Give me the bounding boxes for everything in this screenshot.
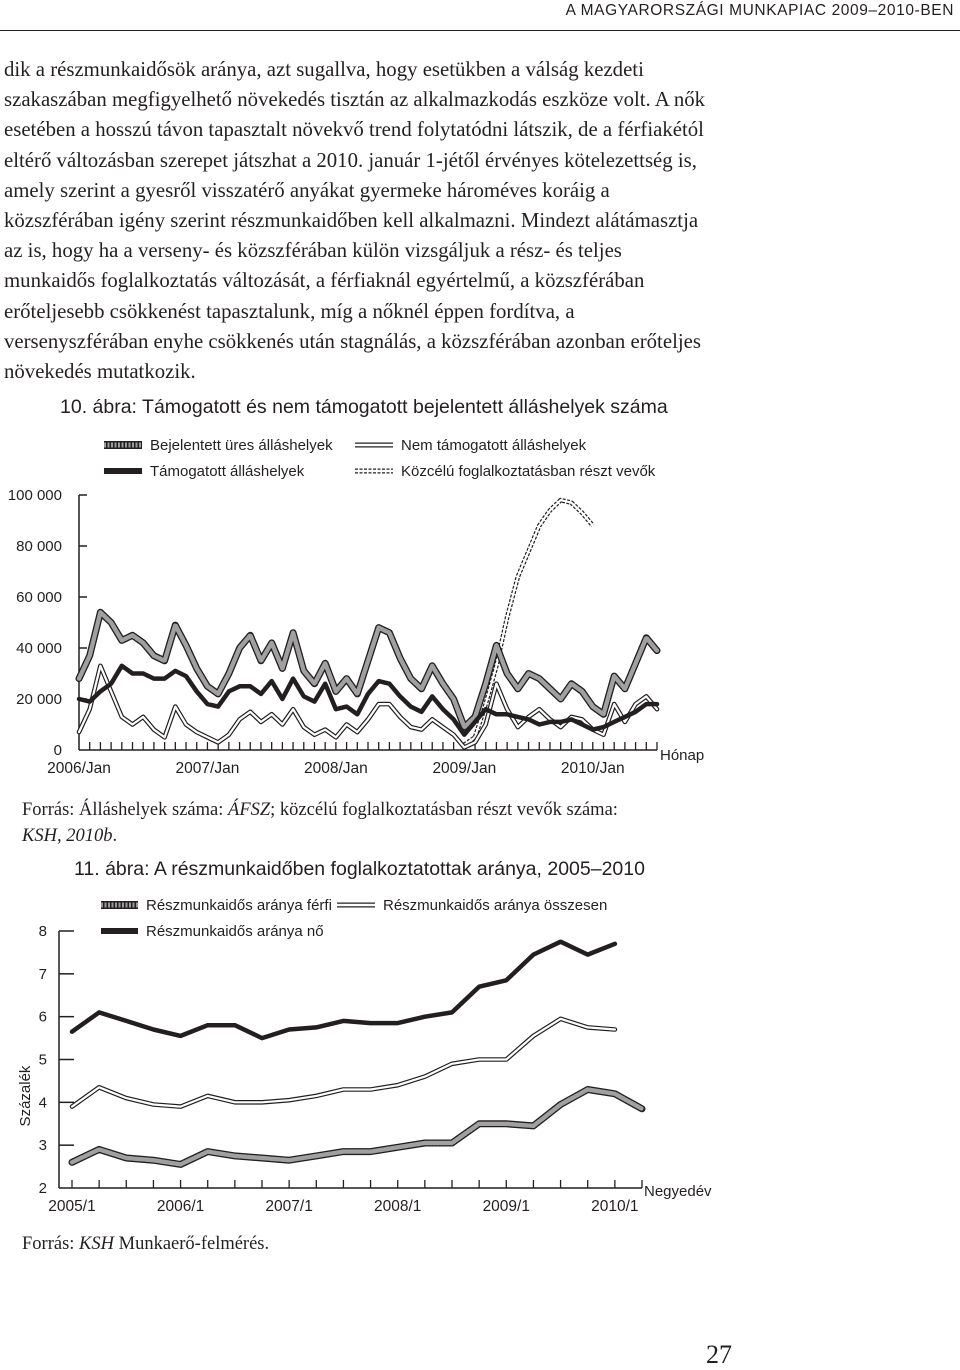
legend-label: Részmunkaidős aránya összesen <box>383 897 608 914</box>
legend-item-bejelentett <box>104 437 333 454</box>
figure-11-axes <box>39 923 642 1215</box>
series-line-outline <box>72 1019 615 1107</box>
x-tick-label: 2008/Jan <box>303 760 368 777</box>
series-line <box>79 666 657 735</box>
y-axis-label: Százalék <box>17 1065 34 1127</box>
legend-label: Részmunkaidős aránya nő <box>146 923 324 940</box>
legend-item-tamogatott <box>104 463 305 480</box>
figure-10-series <box>79 500 657 747</box>
y-tick-label: 8 <box>38 923 47 940</box>
y-tick-label: 6 <box>38 1008 47 1026</box>
y-tick-label: 100 000 <box>7 487 62 504</box>
y-tick-label: 2 <box>38 1180 47 1197</box>
y-tick-label: 5 <box>38 1051 47 1069</box>
y-tick-label: 80 000 <box>16 538 62 555</box>
y-tick-label: 4 <box>38 1094 47 1112</box>
x-tick-label: 2010/1 <box>591 1198 639 1215</box>
header-rule <box>0 30 960 31</box>
x-axis-label: Negyedév <box>644 1183 712 1200</box>
series-line-inner <box>464 500 593 745</box>
y-tick-label: 3 <box>38 1137 47 1155</box>
source-prefix: Forrás: <box>22 1234 80 1254</box>
series-fig10-1 <box>79 666 657 735</box>
series-fig11-0 <box>72 1090 642 1165</box>
running-header: A MAGYARORSZÁGI MUNKAPIAC 2009–2010-BEN <box>565 2 954 19</box>
legend-label: Támogatott álláshelyek <box>150 463 305 480</box>
series-line-hatch <box>72 1090 642 1165</box>
y-tick-label: 60 000 <box>16 589 62 606</box>
source-mid: ; közcélú foglalkoztatásban részt vevők száma: <box>270 800 618 820</box>
page-number: 27 <box>706 1340 732 1369</box>
body-text <box>4 55 716 387</box>
legend-item-no <box>101 923 324 940</box>
source-end: Munkaerő-felmérés. <box>114 1234 270 1254</box>
series-line-outline <box>79 612 657 727</box>
x-tick-label: 2005/1 <box>48 1198 96 1215</box>
figure-10-chart <box>0 425 720 785</box>
source-end: . <box>112 826 118 846</box>
x-tick-label: 2010/Jan <box>560 760 625 777</box>
source-afsz: ÁFSZ <box>228 800 271 820</box>
figure-11-series <box>72 942 642 1165</box>
body-paragraph: dik a részmunkaidősök aránya, azt sugallva, hogy esetükben a válság kezdeti szakaszában megfigyelhető növekedés tisztán az alkalmazkodás eszköze volt. A nők esetében a hosszú távon tapasztalt növekvő trend folytatódni látszik, de a férfiakétól eltérő változásban szerepet játszhat a 2010. január 1-jétől érvényes kötelezettség is, amely szerint a gyesről visszatérő anyákat gyermeke hároméves koráig a közszférában igény szerint részmunkaidőben kell alkalmazni. Mindezt alátámasztja az is, hogy ha a verseny- és közszférában külön vizsgáljuk a rész- és teljes munkaidős foglalkoztatás változását, a férfiaknál egyértelmű, a közszférában erőteljesebb csökkenést tapasztalunk, míg a nőknél éppen fordítva, a versenyszférában enyhe csökkenés után stagnálás, a közszférában azonban erőteljes növekedés mutatkozik. <box>4 58 706 384</box>
figure-11-legend <box>101 897 607 940</box>
x-tick-label: 2007/1 <box>265 1198 313 1215</box>
series-fig11-2 <box>72 942 615 1038</box>
x-tick-label: 2007/Jan <box>175 760 240 777</box>
legend-label: Részmunkaidős aránya férfi <box>146 897 332 914</box>
x-tick-label: 2006/Jan <box>47 760 111 777</box>
source-prefix: Forrás: Álláshelyek száma: <box>22 800 229 820</box>
figure-10-legend <box>104 437 656 480</box>
x-tick-label: 2009/Jan <box>432 760 497 777</box>
x-tick-label: 2008/1 <box>374 1198 422 1215</box>
legend-label: Nem támogatott álláshelyek <box>401 437 587 454</box>
legend-label: Bejelentett üres álláshelyek <box>150 437 333 454</box>
figure-11-source <box>22 1231 269 1257</box>
figure-11-title: 11. ábra: A részmunkaidőben foglalkoztatottak aránya, 2005–2010 <box>74 858 645 880</box>
y-tick-label: 7 <box>38 965 47 983</box>
series-fig10-0 <box>79 612 657 727</box>
y-tick-label: 0 <box>53 742 62 759</box>
legend-item-osszesen <box>337 897 607 914</box>
figure-10-source <box>22 797 722 849</box>
x-axis-label: Hónap <box>660 747 705 764</box>
series-line <box>72 942 615 1038</box>
source-ksh: KSH <box>79 1234 114 1254</box>
figure-10-title: 10. ábra: Támogatott és nem támogatott bejelentett álláshelyek száma <box>60 396 668 418</box>
series-fig10-3 <box>464 500 593 745</box>
legend-item-kozcelu <box>355 463 656 480</box>
legend-label: Közcélú foglalkoztatásban részt vevők <box>401 463 656 480</box>
legend-item-nem-tamogatott <box>355 437 587 454</box>
y-tick-label: 40 000 <box>16 640 62 657</box>
x-tick-label: 2009/1 <box>482 1198 530 1215</box>
figure-11-chart <box>0 888 720 1223</box>
y-tick-label: 20 000 <box>16 691 62 708</box>
source-ksh: KSH, 2010b <box>22 826 113 846</box>
legend-item-ferfi <box>101 897 332 914</box>
series-line-inner <box>72 1019 615 1107</box>
series-fig11-1 <box>72 1019 615 1107</box>
x-tick-label: 2006/1 <box>156 1198 205 1215</box>
